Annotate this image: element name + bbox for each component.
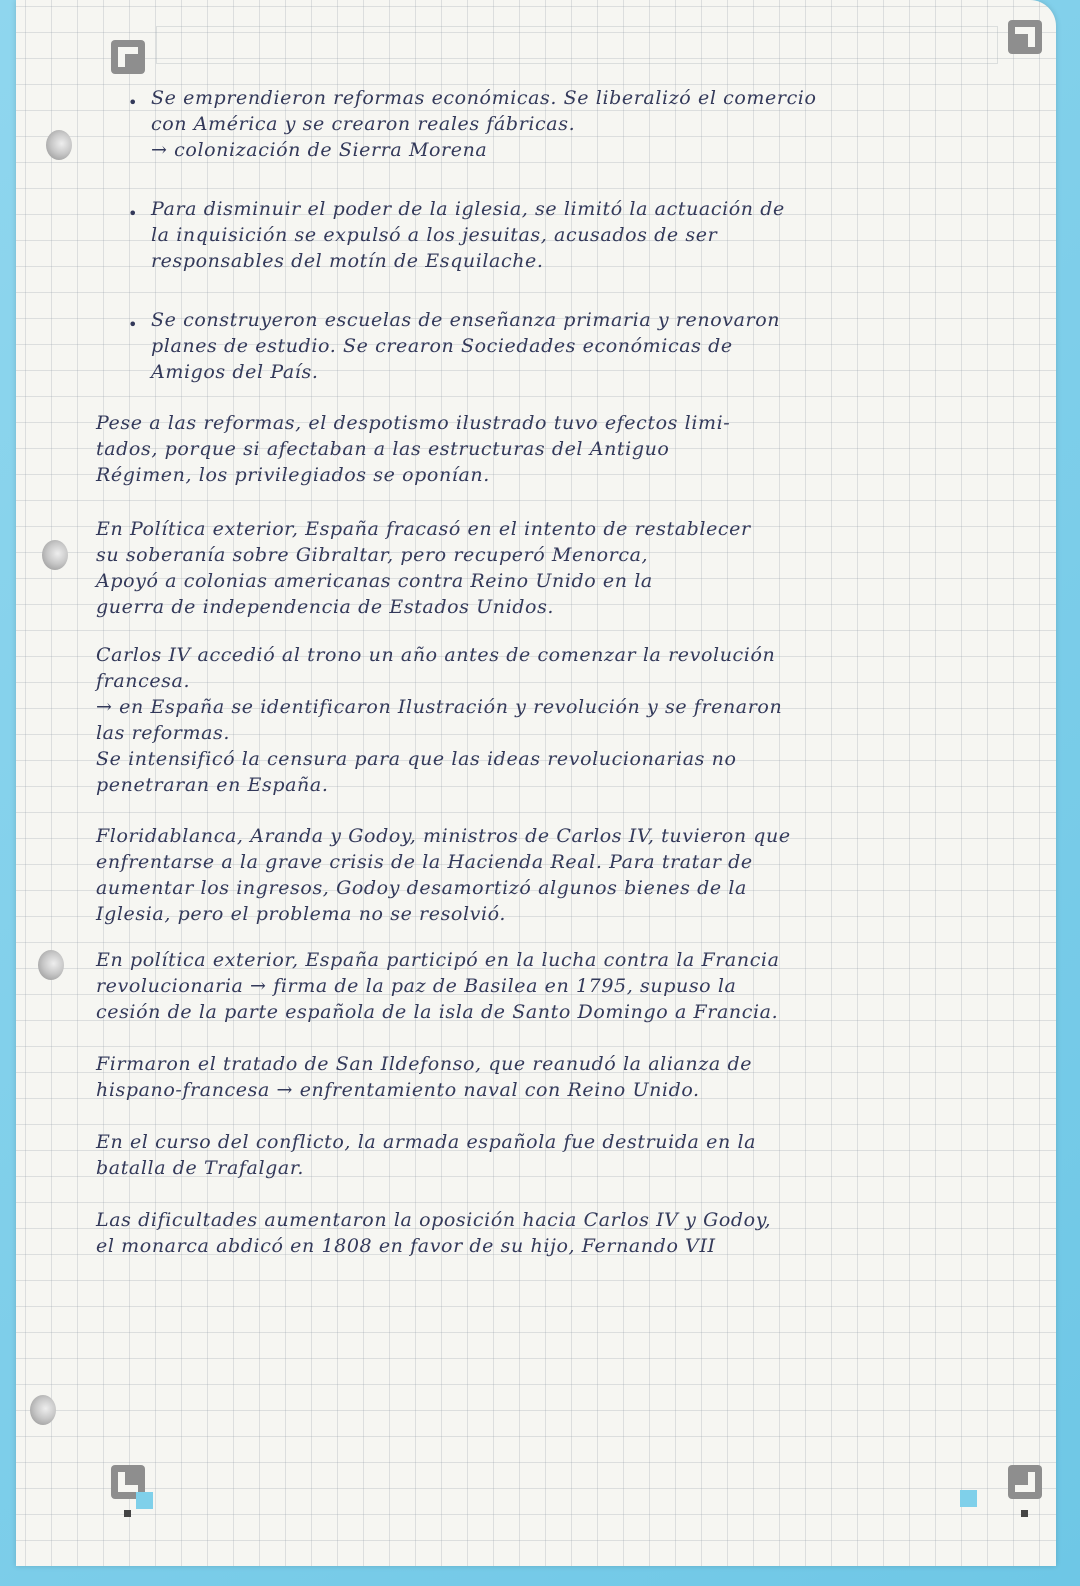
binder-hole-4	[30, 1395, 56, 1425]
note-line: revolucionaria → firma de la paz de Basilea en 1795, supuso la	[96, 975, 737, 997]
corner-marker-bottom-right	[1008, 1465, 1042, 1499]
note-line: con América y se crearon reales fábricas.	[151, 113, 576, 135]
note-line: guerra de independencia de Estados Unidos.	[96, 596, 555, 618]
marker-tick-right	[1021, 1510, 1028, 1517]
note-line: → en España se identificaron Ilustración y revolución y se frenaron	[96, 696, 783, 718]
note-line: Carlos IV accedió al trono un año antes de comenzar la revolución	[96, 644, 776, 666]
note-line: Para disminuir el poder de la iglesia, se limitó la actuación de	[151, 198, 785, 220]
blue-marker-right	[960, 1490, 977, 1507]
note-line: Amigos del País.	[151, 361, 319, 383]
paragraph-despotism-limits	[96, 410, 1051, 488]
bullet-dot: •	[128, 93, 139, 112]
note-line: Firmaron el tratado de San Ildefonso, que reanudó la alianza de	[96, 1053, 753, 1075]
note-line: Iglesia, pero el problema no se resolvió.	[96, 903, 506, 925]
binder-hole-2	[42, 540, 68, 570]
note-line: Se intensificó la censura para que las ideas revolucionarias no	[96, 748, 737, 770]
note-line: En el curso del conflicto, la armada española fue destruida en la	[96, 1131, 757, 1153]
corner-marker-top-right	[1008, 20, 1042, 54]
note-line: cesión de la parte española de la isla de Santo Domingo a Francia.	[96, 1001, 779, 1023]
note-line: Se emprendieron reformas económicas. Se liberalizó el comercio	[151, 87, 817, 109]
binder-hole-3	[38, 950, 64, 980]
paragraph-trafalgar	[96, 1129, 1051, 1181]
bullet-church-power	[96, 196, 1051, 274]
note-line: → colonización de Sierra Morena	[151, 139, 488, 161]
header-box	[156, 26, 998, 64]
note-line: las reformas.	[96, 722, 231, 744]
note-line: Pese a las reformas, el despotismo ilustrado tuvo efectos limi-	[96, 412, 731, 434]
bullet-schools	[96, 307, 1051, 385]
note-line: planes de estudio. Se crearon Sociedades económicas de	[151, 335, 733, 357]
bullet-dot: •	[128, 315, 139, 334]
note-line: el monarca abdicó en 1808 en favor de su hijo, Fernando VII	[96, 1235, 716, 1257]
note-line: hispano-francesa → enfrentamiento naval con Reino Unido.	[96, 1079, 700, 1101]
note-line: su soberanía sobre Gibraltar, pero recuperó Menorca,	[96, 544, 649, 566]
paragraph-war-france	[96, 947, 1051, 1025]
bullet-economic-reforms	[96, 85, 1051, 163]
note-line: Se construyeron escuelas de enseñanza primaria y renovaron	[151, 309, 781, 331]
note-line: En Política exterior, España fracasó en el intento de restablecer	[96, 518, 751, 540]
note-line: responsables del motín de Esquilache.	[151, 250, 544, 272]
note-line: Régimen, los privilegiados se oponían.	[96, 464, 490, 486]
bullet-dot: •	[128, 204, 139, 223]
note-line: Floridablanca, Aranda y Godoy, ministros de Carlos IV, tuvieron que	[96, 825, 791, 847]
paragraph-san-ildefonso	[96, 1051, 1051, 1103]
blue-marker-left	[136, 1492, 153, 1509]
corner-marker-top-left	[111, 40, 145, 74]
note-line: enfrentarse a la grave crisis de la Hacienda Real. Para tratar de	[96, 851, 753, 873]
note-line: Apoyó a colonias americanas contra Reino Unido en la	[96, 570, 653, 592]
note-line: penetraran en España.	[96, 774, 329, 796]
note-line: aumentar los ingresos, Godoy desamortizó algunos bienes de la	[96, 877, 747, 899]
note-line: Las dificultades aumentaron la oposición hacia Carlos IV y Godoy,	[96, 1209, 772, 1231]
paragraph-carlos-iv	[96, 642, 1051, 798]
note-line: tados, porque si afectaban a las estructuras del Antiguo	[96, 438, 670, 460]
paragraph-foreign-policy	[96, 516, 1051, 620]
note-line: En política exterior, España participó en la lucha contra la Francia	[96, 949, 780, 971]
notebook-page	[16, 0, 1056, 1566]
marker-tick-left	[124, 1510, 131, 1517]
note-line: francesa.	[96, 670, 191, 692]
handwritten-notes	[96, 85, 1051, 1259]
note-line: la inquisición se expulsó a los jesuitas, acusados de ser	[151, 224, 718, 246]
paragraph-abdication	[96, 1207, 1051, 1259]
binder-hole-1	[46, 130, 72, 160]
note-line: batalla de Trafalgar.	[96, 1157, 305, 1179]
paragraph-hacienda-crisis	[96, 823, 1051, 927]
